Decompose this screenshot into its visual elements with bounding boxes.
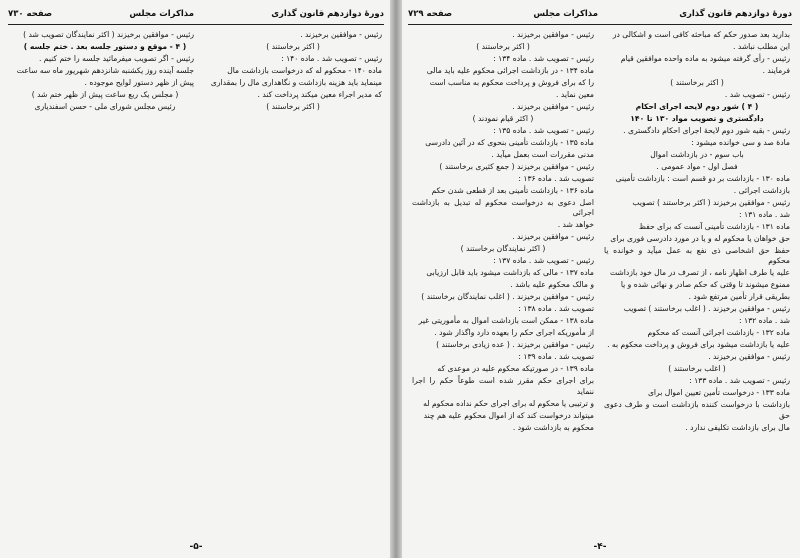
text-line: رئیس - موافقین برخیزند .	[300, 30, 382, 39]
text-line: بدارید بعد صدور حکم که مباحثه کافی است و اشکالی در	[612, 30, 790, 39]
text-line: پیش از ظهر دستور لوایح موجوده .	[84, 77, 194, 87]
text-line: باب سوم - در بازداشت اموال	[650, 149, 744, 159]
text-line: شد . ماده ۱۳۱ :	[739, 209, 790, 219]
header-period: دورۀ دوازدهم قانون گذاری	[271, 9, 384, 19]
text-line: ( اکثر قیام نمودند )	[472, 113, 534, 123]
text-line: علیه یا بازداشت میشود برای فروش و پرداخت محکوم به .	[607, 340, 790, 350]
text-line: رئیس - تصویب شد .	[724, 89, 790, 99]
text-line: ( اغلب برخاستند )	[668, 364, 726, 374]
text-line: ماده ۱۳۹ - در صورتیکه محکوم علیه در موعدی که	[437, 364, 594, 374]
text-line: ( اکثر برخاستند )	[476, 41, 530, 51]
text-line: حق خواهان یا محکوم له و یا در مورد دادرسی فوری برای	[610, 233, 790, 243]
text-line: را که برای فروش و پرداخت محکوم به مناسب است	[429, 77, 594, 87]
header-page-number: صفحه ۷۲۹	[408, 9, 453, 19]
text-line: ماده ۱۳۶ - بازداشت تأمینی بعد از قطعی شدن حکم	[431, 185, 594, 195]
text-line: ماده ۱۳۱ - بازداشت تأمینی آنست که برای حفظ	[638, 221, 790, 231]
text-line: رئیس - موافقین برخیزند ( جمع کثیری برخاستند )	[439, 161, 594, 171]
page-730	[0, 0, 392, 558]
text-column-right	[604, 30, 790, 536]
page-header	[408, 6, 792, 25]
text-line: ماده ۱۳۷ - مالی که بازداشت میشود باید قابل ارزیابی	[426, 268, 594, 278]
text-column-left	[16, 30, 194, 536]
text-line: جلسه آینده روز یکشنبه شانزدهم شهریور ماه سه ساعت	[16, 65, 194, 75]
text-line: تصویب شد . ماده ۱۳۸ :	[518, 304, 594, 314]
text-line: اصل دعوی به درخواست محکوم له تبدیل به بازداشت اجرائی	[412, 197, 594, 218]
text-line: ( مجلس یک ربع ساعت پیش از ظهر ختم شد )	[31, 89, 179, 99]
text-line: ماده ۱۳۲ - بازداشت اجرائی آنست که محکوم	[647, 328, 790, 338]
header-title: مذاکرات مجلس	[533, 9, 598, 19]
text-line: رئیس - موافقین برخیزند .	[512, 232, 594, 242]
page-footer-number: -۵-	[189, 542, 203, 552]
text-line: رئیس - رأی گرفته میشود به ماده واحده موافقین قیام	[620, 53, 790, 63]
text-line: رئیس - موافقین برخیزند ( اکثر نمایندگان تصویب شد )	[23, 30, 194, 39]
header-page-number: صفحه ۷۳۰	[8, 9, 53, 19]
text-line: رئیس - موافقین برخیزند .	[512, 101, 594, 111]
text-line: رئیس - اگر تصویب میفرمائید جلسه را ختم کنیم .	[38, 53, 194, 63]
header-period: دورۀ دوازدهم قانون گذاری	[679, 9, 792, 19]
text-line: رئیس - تصویب شد . ماده ۱۳۵ :	[493, 125, 594, 135]
text-line: رئیس - موافقین برخیزند . ( اغلب برخاستند ) تصویب	[623, 304, 790, 314]
text-line: مدنی مقررات است بعمل میآید .	[491, 149, 594, 159]
text-line: ماده ۱۳۵ - بازداشت تأمینی بنحوی که در آئین دادرسی	[425, 137, 594, 147]
text-line: معین نماید .	[556, 89, 594, 99]
text-line: رئیس - تصویب شد . ماده ۱۳۴ :	[493, 53, 594, 63]
text-line: این مطلب نباشد .	[733, 41, 790, 51]
text-line: برای اجرای حکم مقرر شده است طوعاً حکم را اجرا ننماید	[412, 376, 594, 396]
text-line: رئیس - موافقین برخیزند .	[512, 30, 594, 39]
text-line: خواهد شد .	[557, 220, 594, 230]
signature-line: رئیس مجلس شورای ملی - حسن اسفندیاری	[34, 101, 176, 111]
text-column-right	[204, 30, 382, 536]
section-heading: ( ۴ - موقع و دستور جلسه بعد . ختم جلسه )	[23, 41, 187, 51]
text-line: رئیس - موافقین برخیزند . ( عده زیادی برخاستند )	[436, 340, 594, 350]
text-line: مینماید باید هزینه بازداشت و نگاهداری مال را بمقداری	[210, 77, 382, 87]
text-line: حفظ حق اشخاصی ذی نفع به عمل میآید و خوانده یا محکوم	[604, 245, 790, 266]
text-line: ( اکثر برخاستند )	[670, 77, 724, 87]
text-line: رئیس - بقیه شور دوم لایحۀ اجرای احکام دادگستری .	[623, 125, 790, 135]
text-line: از مأموریکه اجرای حکم را بعهده دارد واگذار شود .	[434, 328, 594, 338]
text-line: ماده ۱۳۸ - ممکن است بازداشت اموال به مأموریتی غیر	[418, 316, 594, 326]
text-line: ( اکثر برخاستند )	[266, 41, 320, 51]
text-line: رئیس - تصویب شد . ماده ۱۴۰ :	[281, 53, 382, 63]
text-line: رئیس - تصویب شد . ماده ۱۳۷ :	[493, 256, 594, 266]
page-footer-number: -۴-	[593, 542, 607, 552]
text-line: ماده ۱۴۰ - محکوم له که درخواست بازداشت مال	[227, 65, 382, 75]
text-line: رئیس - تصویب شد . ماده ۱۳۳ :	[689, 376, 790, 386]
text-line: میتواند درخواست کند که از اموال محکوم علیه هم چند	[423, 410, 594, 420]
text-line: تصویب شد . ماده ۱۳۹ :	[518, 352, 594, 362]
text-line: بازداشت با درخواست کننده بازداشت است و طرف دعوی حق	[604, 400, 790, 420]
text-line: که مدیر اجراء معین میکند پرداخت کند .	[257, 89, 382, 99]
section-heading: ( ۴ ) شور دوم لایحه اجرای احکام	[635, 101, 759, 111]
text-line: تصویب شد . ماده ۱۳۶ :	[518, 173, 594, 183]
text-line: ماده ۱۳۴ - در بازداشت اجرائی محکوم علیه باید مالی	[426, 65, 594, 75]
text-line: فرمایند .	[762, 65, 790, 75]
text-line: علیه یا طرف اظهار نامه ، از تصرف در مال خود بازداشت	[609, 268, 790, 278]
text-line: مادۀ صد و سی خوانده میشود :	[691, 137, 790, 147]
text-line: مال برای بازداشت تکلیفی ندارد .	[685, 422, 790, 432]
text-line: بطریقی قرار تأمین مرتفع شود .	[688, 292, 790, 302]
text-line: رئیس - موافقین برخیزند ( اکثر برخاستند ) تصویب	[632, 197, 790, 207]
text-line: ( اکثر نمایندگان برخاستند )	[460, 244, 546, 254]
text-line: بازداشت اجرائی .	[733, 185, 790, 195]
text-line: فصل اول - مواد عمومی .	[656, 161, 738, 171]
page-729	[400, 0, 800, 558]
text-line: ماده ۱۳۰ - بازداشت بر دو قسم است : بازداشت تأمینی	[615, 173, 790, 183]
text-line: و مالک محکوم علیه باشد .	[510, 280, 594, 290]
page-header	[8, 6, 384, 25]
text-line: شد . ماده ۱۳۲ :	[739, 316, 790, 326]
text-line: ممنوع میشوند تا وقتی که حکم صادر و نهائی شده و یا	[620, 280, 790, 290]
text-line: رئیس - موافقین برخیزند . ( اغلب نمایندگان برخاستند )	[421, 292, 594, 302]
text-line: رئیس - موافقین برخیزند .	[708, 352, 790, 362]
text-line: ماده ۱۳۳ - درخواست تأمین تعیین اموال برای	[647, 388, 790, 398]
text-line: ( اکثر برخاستند )	[266, 101, 320, 111]
text-line: محکوم به بازداشت شود .	[512, 422, 594, 432]
text-line: و ترتیبی یا محکوم له برای اجرای حکم نداده محکوم له	[423, 398, 594, 408]
header-title: مذاکرات مجلس	[129, 9, 194, 19]
text-column-left	[412, 30, 594, 536]
section-heading: دادگستری و تصویب مواد ۱۳۰ تا ۱۴۰	[630, 113, 764, 123]
